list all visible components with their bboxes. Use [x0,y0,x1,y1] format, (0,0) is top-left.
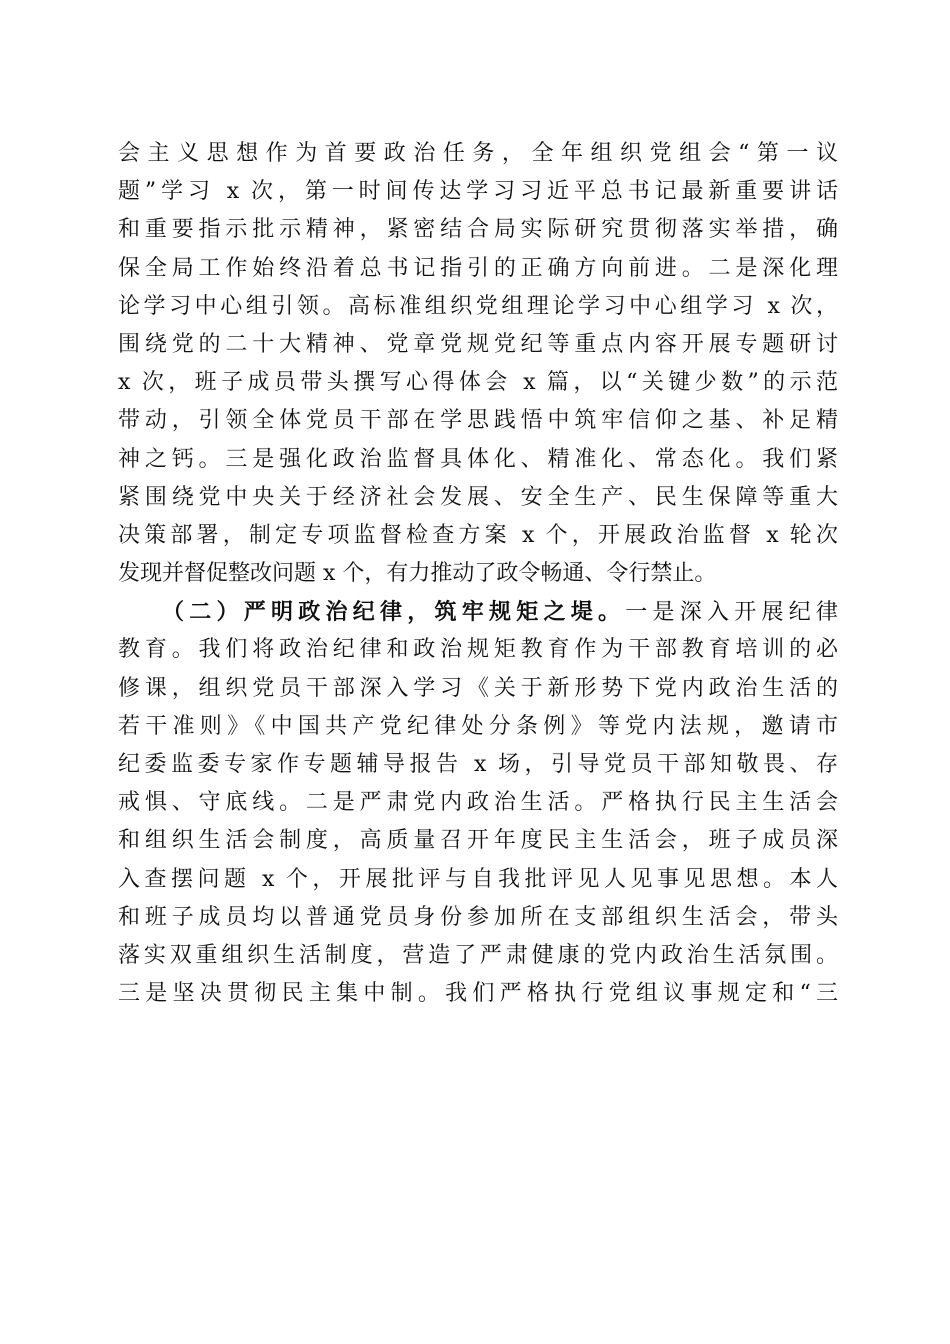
body-text [118,135,838,1013]
text-line: 发现并督促整改问题 x 个，有力推动了政令畅通、令行禁止。 [118,561,717,587]
text-line: 和班子成员均以普通党员身份参加所在支部组织生活会，带头 [118,904,838,930]
section-heading-line [118,593,838,631]
text-line: x 次，班子成员带头撰写心得体会 x 篇，以“关键少数”的示范 [118,370,838,396]
section-heading: （二）严明政治纪律，筑牢规矩之堤。 [162,599,626,626]
text-line: 纪委监委专家作专题辅导报告 x 场，引导党员干部知敬畏、存 [118,752,838,777]
text-line: 修课，组织党员干部深入学习《关于新形势下党内政治生活的 [118,675,838,701]
text-line: 题”学习 x 次，第一时间传达学习习近平总书记最新重要讲话 [118,179,838,205]
text-line: 紧围绕党中央关于经济社会发展、安全生产、民生保障等重大 [118,484,838,510]
text-line: 论学习中心组引领。高标准组织党组理论学习中心组学习 x 次， [118,293,838,319]
text-line: 决策部署，制定专项监督检查方案 x 个，开展政治监督 x 轮次 [118,522,838,548]
text-line: 和重要指示批示精神，紧密结合局实际研究贯彻落实举措，确 [118,217,838,243]
text-line: 三是坚决贯彻民主集中制。我们严格执行党组议事规定和“三 [118,981,838,1007]
text-line: 教育。我们将政治纪律和政治规矩教育作为干部教育培训的必 [118,637,838,663]
text-line: 戒惧、守底线。二是严肃党内政治生活。严格执行民主生活会 [118,790,838,816]
text-line: 落实双重组织生活制度，营造了严肃健康的党内政治生活氛围。 [118,942,838,968]
text-line: 若干准则》《中国共产党纪律处分条例》等党内法规，邀请市 [118,713,838,739]
text-line: 神之钙。三是强化政治监督具体化、精准化、常态化。我们紧 [118,446,838,472]
text-line: 入查摆问题 x 个，开展批评与自我批评见人见事见思想。本人 [118,866,838,892]
section-heading-rest: 一是深入开展纪律 [625,600,838,626]
text-line: 围绕党的二十大精神、党章党规党纪等重点内容开展专题研讨 [118,331,838,357]
text-line: 带动，引领全体党员干部在学思践悟中筑牢信仰之基、补足精 [118,408,838,434]
text-line: 会主义思想作为首要政治任务，全年组织党组会“第一议 [118,141,838,166]
text-line: 保全局工作始终沿着总书记指引的正确方向前进。二是深化理 [118,255,838,281]
text-line: 和组织生活会制度，高质量召开年度民主生活会，班子成员深 [118,828,838,854]
